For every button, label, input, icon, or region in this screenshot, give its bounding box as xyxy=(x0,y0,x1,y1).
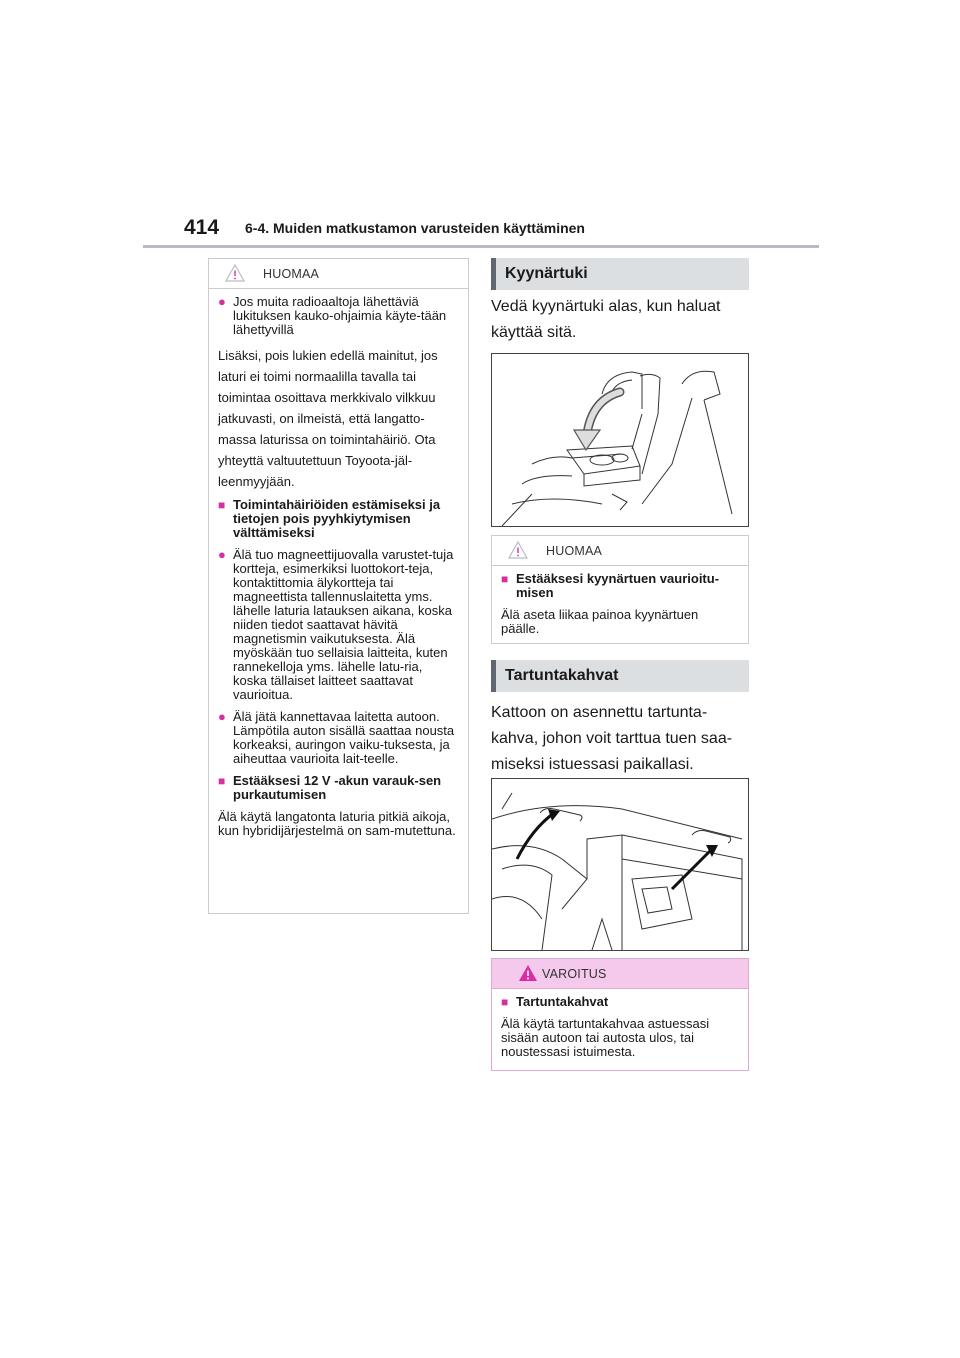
subheading: ■ Toimintahäiriöiden estämiseksi ja tietojen pois pyyhkiytymisen välttämiseksi xyxy=(218,497,441,540)
square-bullet-icon: ■ xyxy=(501,572,509,586)
square-bullet-icon: ■ xyxy=(501,995,509,1009)
armrest-drawing-icon xyxy=(492,354,748,526)
list-item: ● Älä tuo magneettijuovalla varustet-tuja kortteja, esimerkiksi luottokort-teja, kontaktittomia älykortteja tai magneettista tallennuslaitetta yms. lähelle laturia latauksen aikana, koska niiden tiedot saattavat hävitä magnetismin vaikutuksesta. Älä myöskään tuo sellaisia laitteita, kuten rannekelloja yms. lähelle latu-ria, koska tällaiset laitteet saattavat vaurioitua. xyxy=(218,547,454,702)
square-bullet-icon: ■ xyxy=(218,774,226,788)
warning-label: VAROITUS xyxy=(542,967,607,981)
caution-triangle-icon xyxy=(508,540,528,560)
caution-header xyxy=(492,536,748,566)
square-bullet-icon: ■ xyxy=(218,498,226,512)
bullet-icon: ● xyxy=(218,547,226,562)
page-number: 414 xyxy=(184,216,220,239)
grab-handles-body-text: Kattoon on asennettu tartunta-kahva, johon voit tarttua tuen saa-miseksi istuessasi paikallasi. xyxy=(491,704,733,773)
paragraph: Älä aseta liikaa painoa kyynärtuen päälle. xyxy=(501,607,699,636)
caution-label: HUOMAA xyxy=(546,544,603,558)
bullet-icon: ● xyxy=(218,294,226,309)
caution-triangle-icon xyxy=(225,263,245,283)
paragraph: Älä käytä tartuntakahvaa astuessasi sisään autoon tai autosta ulos, tai noustessasi istuimesta. xyxy=(501,1016,710,1059)
chapter-title: 6-4. Muiden matkustamon varusteiden käyttäminen xyxy=(245,220,585,236)
caution-label: HUOMAA xyxy=(263,267,320,281)
list-item: ● Jos muita radioaaltoja lähettäviä lukituksen kauko-ohjaimia käyte-tään lähettyvillä xyxy=(218,294,447,337)
caution-box-left xyxy=(208,258,469,914)
bullet-icon: ● xyxy=(218,709,226,724)
caution-box-right xyxy=(491,535,749,644)
armrest-illustration xyxy=(491,353,749,527)
list-item: ● Älä jätä kannettavaa laitetta autoon. Lämpötila auton sisällä saattaa nousta korkeaksi, auringon vaiku-tuksesta, ja aiheuttaa vaurioita lait-teelle. xyxy=(218,709,455,766)
subheading: ■ Estääksesi 12 V -akun varauk-sen purkautumisen xyxy=(218,773,442,802)
caution-header xyxy=(209,259,468,289)
paragraph: Lisäksi, pois lukien edellä mainitut, jos laturi ei toimi normaalilla tavalla tai toimintaa osoittava merkkivalo vilkkuu jatkuvasti, on ilmeistä, että langatto-massa laturissa on toimintahäiriö. Ota yhteyttä valtuutettuun Toyoota-jäl-leenmyyjään. xyxy=(218,348,438,489)
header-rule xyxy=(143,245,819,248)
warning-triangle-icon xyxy=(518,963,538,983)
warning-box xyxy=(491,958,749,1071)
section-heading-grab-handles: Tartuntakahvat xyxy=(491,660,749,692)
armrest-body-text: Vedä kyynärtuki alas, kun haluat käyttää sitä. xyxy=(491,298,721,341)
section-heading-armrest: Kyynärtuki xyxy=(491,258,749,290)
grab-handle-illustration xyxy=(491,778,749,951)
grab-handle-drawing-icon xyxy=(492,779,748,950)
subheading: ■ Tartuntakahvat xyxy=(501,994,609,1009)
warning-header xyxy=(492,959,748,989)
subheading: ■ Estääksesi kyynärtuen vaurioitu-misen xyxy=(501,571,720,600)
paragraph: Älä käytä langatonta laturia pitkiä aikoja, kun hybridijärjestelmä on sam-mutettuna. xyxy=(218,809,456,838)
